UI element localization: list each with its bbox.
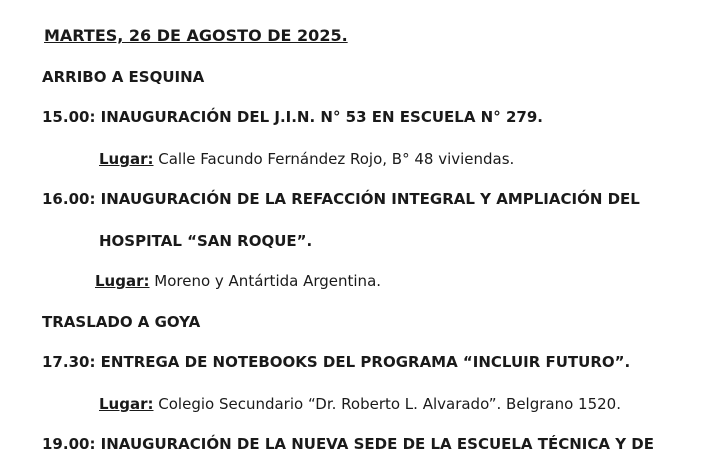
event-1600-title-line-1: 16.00: INAUGURACIÓN DE LA REFACCIÓN INTEGRAL Y AMPLIACIÓN DEL — [42, 190, 640, 208]
location-text: Colegio Secundario “Dr. Roberto L. Alvarado”. Belgrano 1520. — [153, 395, 621, 413]
event-1900-title-line-1: 19.00: INAUGURACIÓN DE LA NUEVA SEDE DE LA ESCUELA TÉCNICA Y DE — [42, 435, 655, 453]
event-1500-location — [99, 150, 514, 168]
location-text: Calle Facundo Fernández Rojo, B° 48 viviendas. — [153, 150, 515, 168]
location-label: Lugar: — [95, 272, 150, 290]
event-1600-location — [95, 272, 381, 290]
location-label: Lugar: — [99, 395, 154, 413]
location-label: Lugar: — [99, 150, 154, 168]
event-1600-title-line-2: HOSPITAL “SAN ROQUE”. — [99, 232, 313, 250]
event-1730-title: 17.30: ENTREGA DE NOTEBOOKS DEL PROGRAMA “INCLUIR FUTURO”. — [42, 353, 631, 371]
event-1730-location — [99, 395, 621, 413]
date-heading: MARTES, 26 DE AGOSTO DE 2025. — [44, 26, 348, 45]
location-text: Moreno y Antártida Argentina. — [149, 272, 382, 290]
transfer-goya: TRASLADO A GOYA — [42, 313, 201, 331]
arrival-esquina: ARRIBO A ESQUINA — [42, 68, 205, 86]
event-1500-title: 15.00: INAUGURACIÓN DEL J.I.N. N° 53 EN ESCUELA N° 279. — [42, 108, 543, 126]
